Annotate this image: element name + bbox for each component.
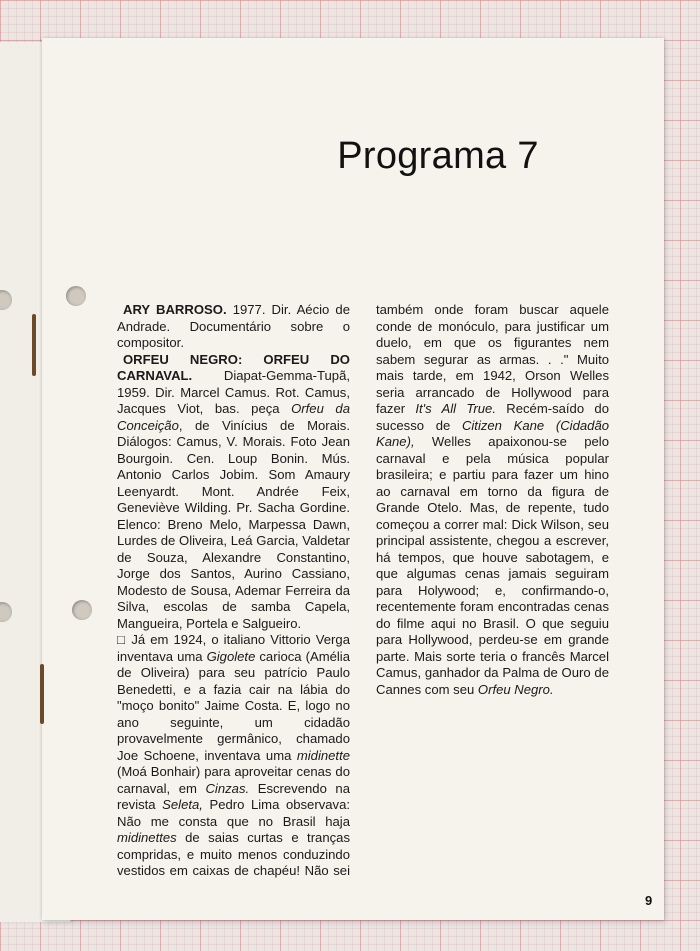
bullet-marker: □ (117, 632, 127, 647)
essay-text: Welles apaixonou-se pelo carnaval e pela música popular brasileira; e partiu para fazer um hino ao carnaval em torno da figura de Grande Otelo. Mas, de repente, tudo começou a correr mal: Dick Wilson, seu principal assistente, chegou a escrever, há tempos, que houve sabotagem, e que algumas cenas jamais seguiram para Holywood; e, confirmando-o, recentemente foram encontradas cenas do filme aqui no Brasil. O que seguiu para Hollywood, perdeu-se em grande parte. Mais sorte teria o francês Marcel Camus, ganhador da Palma de Ouro de Cannes com seu (376, 434, 609, 697)
entry-body: Diapat-Gemma-Tupã, 1959. Dir. Marcel Camus. Rot. Camus, Jacques Viot, bas. peça (117, 368, 350, 416)
page-title: Programa 7 (337, 135, 539, 178)
essay-text: Recém-saído do sucesso de (376, 401, 609, 433)
essay-italic: Seleta, (162, 797, 203, 812)
essay-text: Pedro Lima observava: Não me consta que no Brasil haja (117, 797, 350, 829)
binder-hole (66, 286, 86, 306)
binder-hole (0, 602, 12, 622)
essay-text: (Moá Bonhair) para aproveitar cenas do carnaval, em (117, 764, 350, 796)
essay-italic: Citizen Kane (Cidadão Kane), (376, 417, 610, 449)
essay-italic: Orfeu Negro. (477, 681, 554, 697)
essay-italic: midinettes (117, 830, 177, 845)
essay-text: Já em 1924, o italiano Vittorio Verga inventava uma (117, 632, 350, 664)
essay-text: de saias curtas e tranças compridas, e muito menos conduzindo vestidos em caixas de chapéu! Não sei também onde foram buscar aquele conde de monóculo, para justificar um duelo, em que os figurantes nem sabem segurar as armas. . ." Muito mais tarde, em 1942, Orson Welles seria arrancado de Hollywood para fazer (117, 302, 609, 878)
essay-text: carioca (Amélia de Oliveira) para seu patrício Paulo Benedetti, e a fazia cair na lábia do "moço bonito" Jaime Costa. E, logo no ano seguinte, um cidadão provavelmente germânico, chamado Joe Schoene, inventava uma (117, 648, 350, 763)
entry-work-title: Orfeu da Conceição (117, 401, 350, 433)
entry-title: ORFEU NEGRO: ORFEU DO CARNAVAL. (117, 351, 350, 383)
entry-orfeu-negro (117, 352, 350, 633)
binding-thread (40, 664, 44, 724)
essay-italic: midinette (296, 747, 350, 763)
entry-title: ARY BARROSO. (123, 302, 227, 317)
essay-italic: It's All True. (415, 401, 496, 416)
entry-body: 1977. Dir. Aécio de Andrade. Documentário sobre o compositor. (117, 302, 350, 350)
binder-hole (0, 290, 12, 310)
essay-italic: Gigolete (206, 648, 256, 664)
entry-body: , de Vinícius de Morais. Diálogos: Camus, V. Morais. Foto Jean Bourgoin. Cen. Loup Bonin. Mús. Antonio Carlos Jobim. Som Amaury Leenyardt. Mont. Andrée Feix, Geneviève Wilding. Pr. Sacha Gordine. Elenco: Breno Melo, Marpessa Dawn, Lurdes de Oliveira, Leá Garcia, Valdetar de Souza, Alexandre Constantino, Jorge dos Santos, Aurino Cassiano, Modesto de Sousa, Ademar Ferreira da Silva, escolas de samba Capela, Mangueira, Portela e Salgueiro. (117, 417, 350, 631)
binder-hole (72, 600, 92, 620)
entry-ary-barroso (117, 302, 350, 352)
binding-thread (32, 314, 36, 376)
booklet-page (42, 38, 664, 920)
text-column-left (117, 302, 609, 882)
essay-italic: Cinzas. (205, 780, 250, 796)
page-number: 9 (645, 893, 653, 908)
essay-text: Escrevendo na revista (117, 780, 350, 812)
